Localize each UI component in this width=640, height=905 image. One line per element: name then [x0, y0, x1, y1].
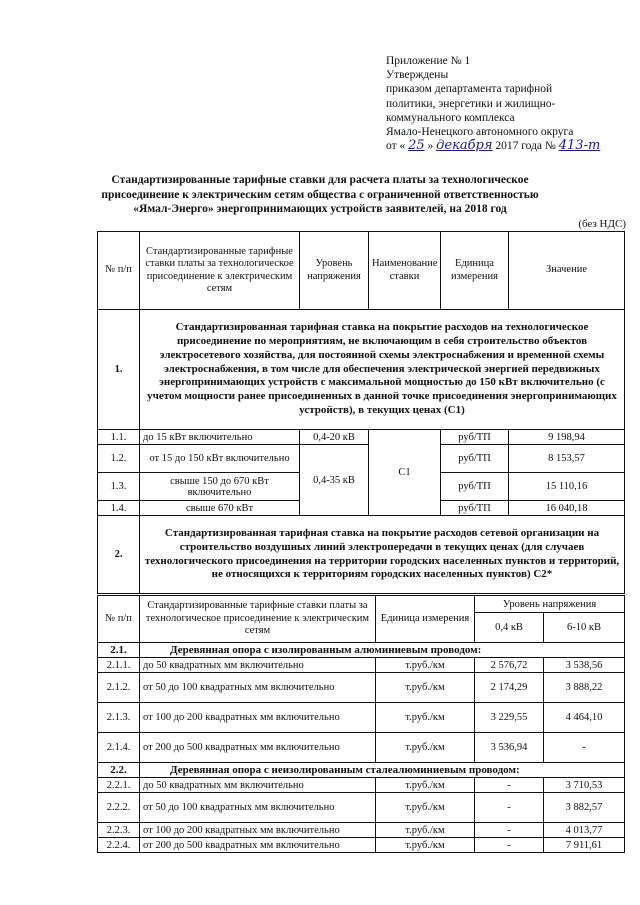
row-num: 2.1.4. — [98, 733, 140, 763]
row-v1: - — [475, 793, 544, 823]
row-value: 9 198,94 — [509, 430, 625, 445]
row-desc: свыше 670 кВт — [140, 501, 300, 516]
row-v1: - — [475, 838, 544, 853]
shared-name-cell: С1 — [369, 430, 441, 516]
rates-table-2 — [97, 595, 625, 853]
appendix-line: приказом департамента тарифной — [386, 83, 553, 96]
row-desc: до 15 кВт включительно — [140, 430, 300, 445]
row-v2: 4 013,77 — [544, 823, 625, 838]
header-value: Значение — [509, 232, 625, 310]
row-unit: т.руб./км — [376, 838, 475, 853]
row-num: 2.1.3. — [98, 703, 140, 733]
group-row — [98, 643, 625, 658]
section-text: Стандартизированная тарифная ставка на покрытие расходов на технологическое присоединение по мероприятиям, не включающим в себя строительство объектов электросетевого хозяйства, для постоянной схемы электроснабжения и временной схемы электроснабжения, в том числе для обеспечения электрической энергией передвижных энергопринимающих устройств с максимальной мощностью до 150 кВт включительно (с учетом мощности ранее присоединенных в данной точке присоединения энергопринимающих устройств), в текущих ценах (С1) — [140, 310, 625, 430]
date-prefix: от « — [386, 140, 406, 153]
table-row — [98, 445, 625, 473]
row-unit: руб/ТП — [441, 445, 509, 473]
table-row — [98, 838, 625, 853]
row-v2: - — [544, 733, 625, 763]
row-unit: т.руб./км — [376, 703, 475, 733]
header-name: Наименование ставки — [369, 232, 441, 310]
row-unit: т.руб./км — [376, 673, 475, 703]
header-voltage-04: 0,4 кВ — [475, 613, 544, 643]
row-unit: руб/ТП — [441, 501, 509, 516]
rates-table-1 — [97, 231, 625, 594]
table-row — [98, 703, 625, 733]
table-header-row — [98, 232, 625, 310]
table-header-row — [98, 596, 625, 613]
row-desc: до 50 квадратных мм включительно — [140, 778, 376, 793]
row-v1: 2 174,29 — [475, 673, 544, 703]
table-row — [98, 793, 625, 823]
row-unit: т.руб./км — [376, 658, 475, 673]
table-row — [98, 733, 625, 763]
row-unit: руб/ТП — [441, 473, 509, 501]
row-desc: от 100 до 200 квадратных мм включительно — [140, 823, 376, 838]
row-v2: 3 538,56 — [544, 658, 625, 673]
header-voltage: Уровень напряжения — [475, 596, 625, 613]
appendix-block — [386, 54, 631, 153]
section-num: 2. — [98, 516, 140, 594]
row-num: 1.4. — [98, 501, 140, 516]
row-num: 1.1. — [98, 430, 140, 445]
appendix-date-line — [386, 139, 631, 153]
header-voltage: Уровень напряжения — [300, 232, 369, 310]
row-num: 2.2.1. — [98, 778, 140, 793]
row-desc: от 200 до 500 квадратных мм включительно — [140, 733, 376, 763]
section-row — [98, 516, 625, 594]
row-unit: руб/ТП — [441, 430, 509, 445]
row-v1: - — [475, 778, 544, 793]
row-value: 8 153,57 — [509, 445, 625, 473]
row-desc: свыше 150 до 670 кВт включительно — [140, 473, 300, 501]
row-num: 2.2.4. — [98, 838, 140, 853]
header-num: № п/п — [98, 596, 140, 643]
document-title: Стандартизированные тарифные ставки для расчета платы за технологическое присоединение к электрическим сетям общества с ограниченной ответственностью «Ямал-Энерго» энергопринимающих устройств заявителей, на 2018 год — [101, 174, 539, 215]
row-v1: - — [475, 823, 544, 838]
row-num: 2.1.2. — [98, 673, 140, 703]
table-row — [98, 673, 625, 703]
section-num: 1. — [98, 310, 140, 430]
row-unit: т.руб./км — [376, 733, 475, 763]
row-v2: 7 911,61 — [544, 838, 625, 853]
handwritten-day: 25 — [408, 138, 425, 154]
group-row — [98, 763, 625, 778]
row-v1: 3 536,94 — [475, 733, 544, 763]
group-num: 2.1. — [98, 643, 140, 658]
group-text: Деревянная опора с изолированным алюминиевым проводом: — [140, 643, 625, 658]
group-num: 2.2. — [98, 763, 140, 778]
header-rate: Стандартизированные тарифные ставки платы за технологическое присоединение к электрическим сетям — [140, 596, 376, 643]
header-rate: Стандартизированные тарифные ставки платы за технологическое присоединение к электрическим сетям — [140, 232, 300, 310]
table-row — [98, 823, 625, 838]
section-row — [98, 310, 625, 430]
header-voltage-610: 6-10 кВ — [544, 613, 625, 643]
row-unit: т.руб./км — [376, 823, 475, 838]
appendix-line: Ямало-Ненецкого автономного округа — [386, 126, 574, 139]
shared-voltage-cell: 0,4-35 кВ — [300, 445, 369, 516]
header-unit: Единица измерения — [376, 596, 475, 643]
handwritten-number: 413-т — [558, 138, 601, 154]
appendix-line: Утверждены — [386, 69, 449, 82]
row-num: 2.1.1. — [98, 658, 140, 673]
row-value: 15 110,16 — [509, 473, 625, 501]
row-num: 1.2. — [98, 445, 140, 473]
appendix-line: политики, энергетики и жилищно- — [386, 97, 556, 110]
section-text: Стандартизированная тарифная ставка на покрытие расходов сетевой организации на строительство воздушных линий электропередачи в текущих ценах (для случаев технологического присоединения на территории городских населенных пунктов и территорий, не относящихся к территориям городских населенных пунктов) С2* — [140, 516, 625, 594]
row-num: 2.2.2. — [98, 793, 140, 823]
row-desc: от 15 до 150 кВт включительно — [140, 445, 300, 473]
date-year: 2017 года № — [495, 140, 556, 153]
row-v2: 3 882,57 — [544, 793, 625, 823]
table-row — [98, 778, 625, 793]
group-text: Деревянная опора с неизолированным сталеалюминиевым проводом: — [140, 763, 625, 778]
row-desc: до 50 квадратных мм включительно — [140, 658, 376, 673]
row-num: 1.3. — [98, 473, 140, 501]
header-num: № п/п — [98, 232, 140, 310]
row-value: 16 040,18 — [509, 501, 625, 516]
row-desc: от 50 до 100 квадратных мм включительно — [140, 673, 376, 703]
row-desc: от 50 до 100 квадратных мм включительно — [140, 793, 376, 823]
vat-note: (без НДС) — [578, 218, 626, 230]
row-num: 2.2.3. — [98, 823, 140, 838]
row-v2: 3 888,22 — [544, 673, 625, 703]
header-unit: Единица измерения — [441, 232, 509, 310]
appendix-line: Приложение № 1 — [386, 55, 471, 67]
row-v1: 3 229,55 — [475, 703, 544, 733]
row-v2: 3 710,53 — [544, 778, 625, 793]
handwritten-month: декабря — [436, 138, 493, 154]
table-row — [98, 658, 625, 673]
row-desc: от 200 до 500 квадратных мм включительно — [140, 838, 376, 853]
row-unit: т.руб./км — [376, 778, 475, 793]
table-row — [98, 430, 625, 445]
date-mid: » — [427, 140, 434, 153]
row-v1: 2 576,72 — [475, 658, 544, 673]
row-v2: 4 464,10 — [544, 703, 625, 733]
row-desc: от 100 до 200 квадратных мм включительно — [140, 703, 376, 733]
row-unit: т.руб./км — [376, 793, 475, 823]
row-voltage: 0,4-20 кВ — [300, 430, 369, 445]
appendix-line: коммунального комплекса — [386, 111, 515, 124]
